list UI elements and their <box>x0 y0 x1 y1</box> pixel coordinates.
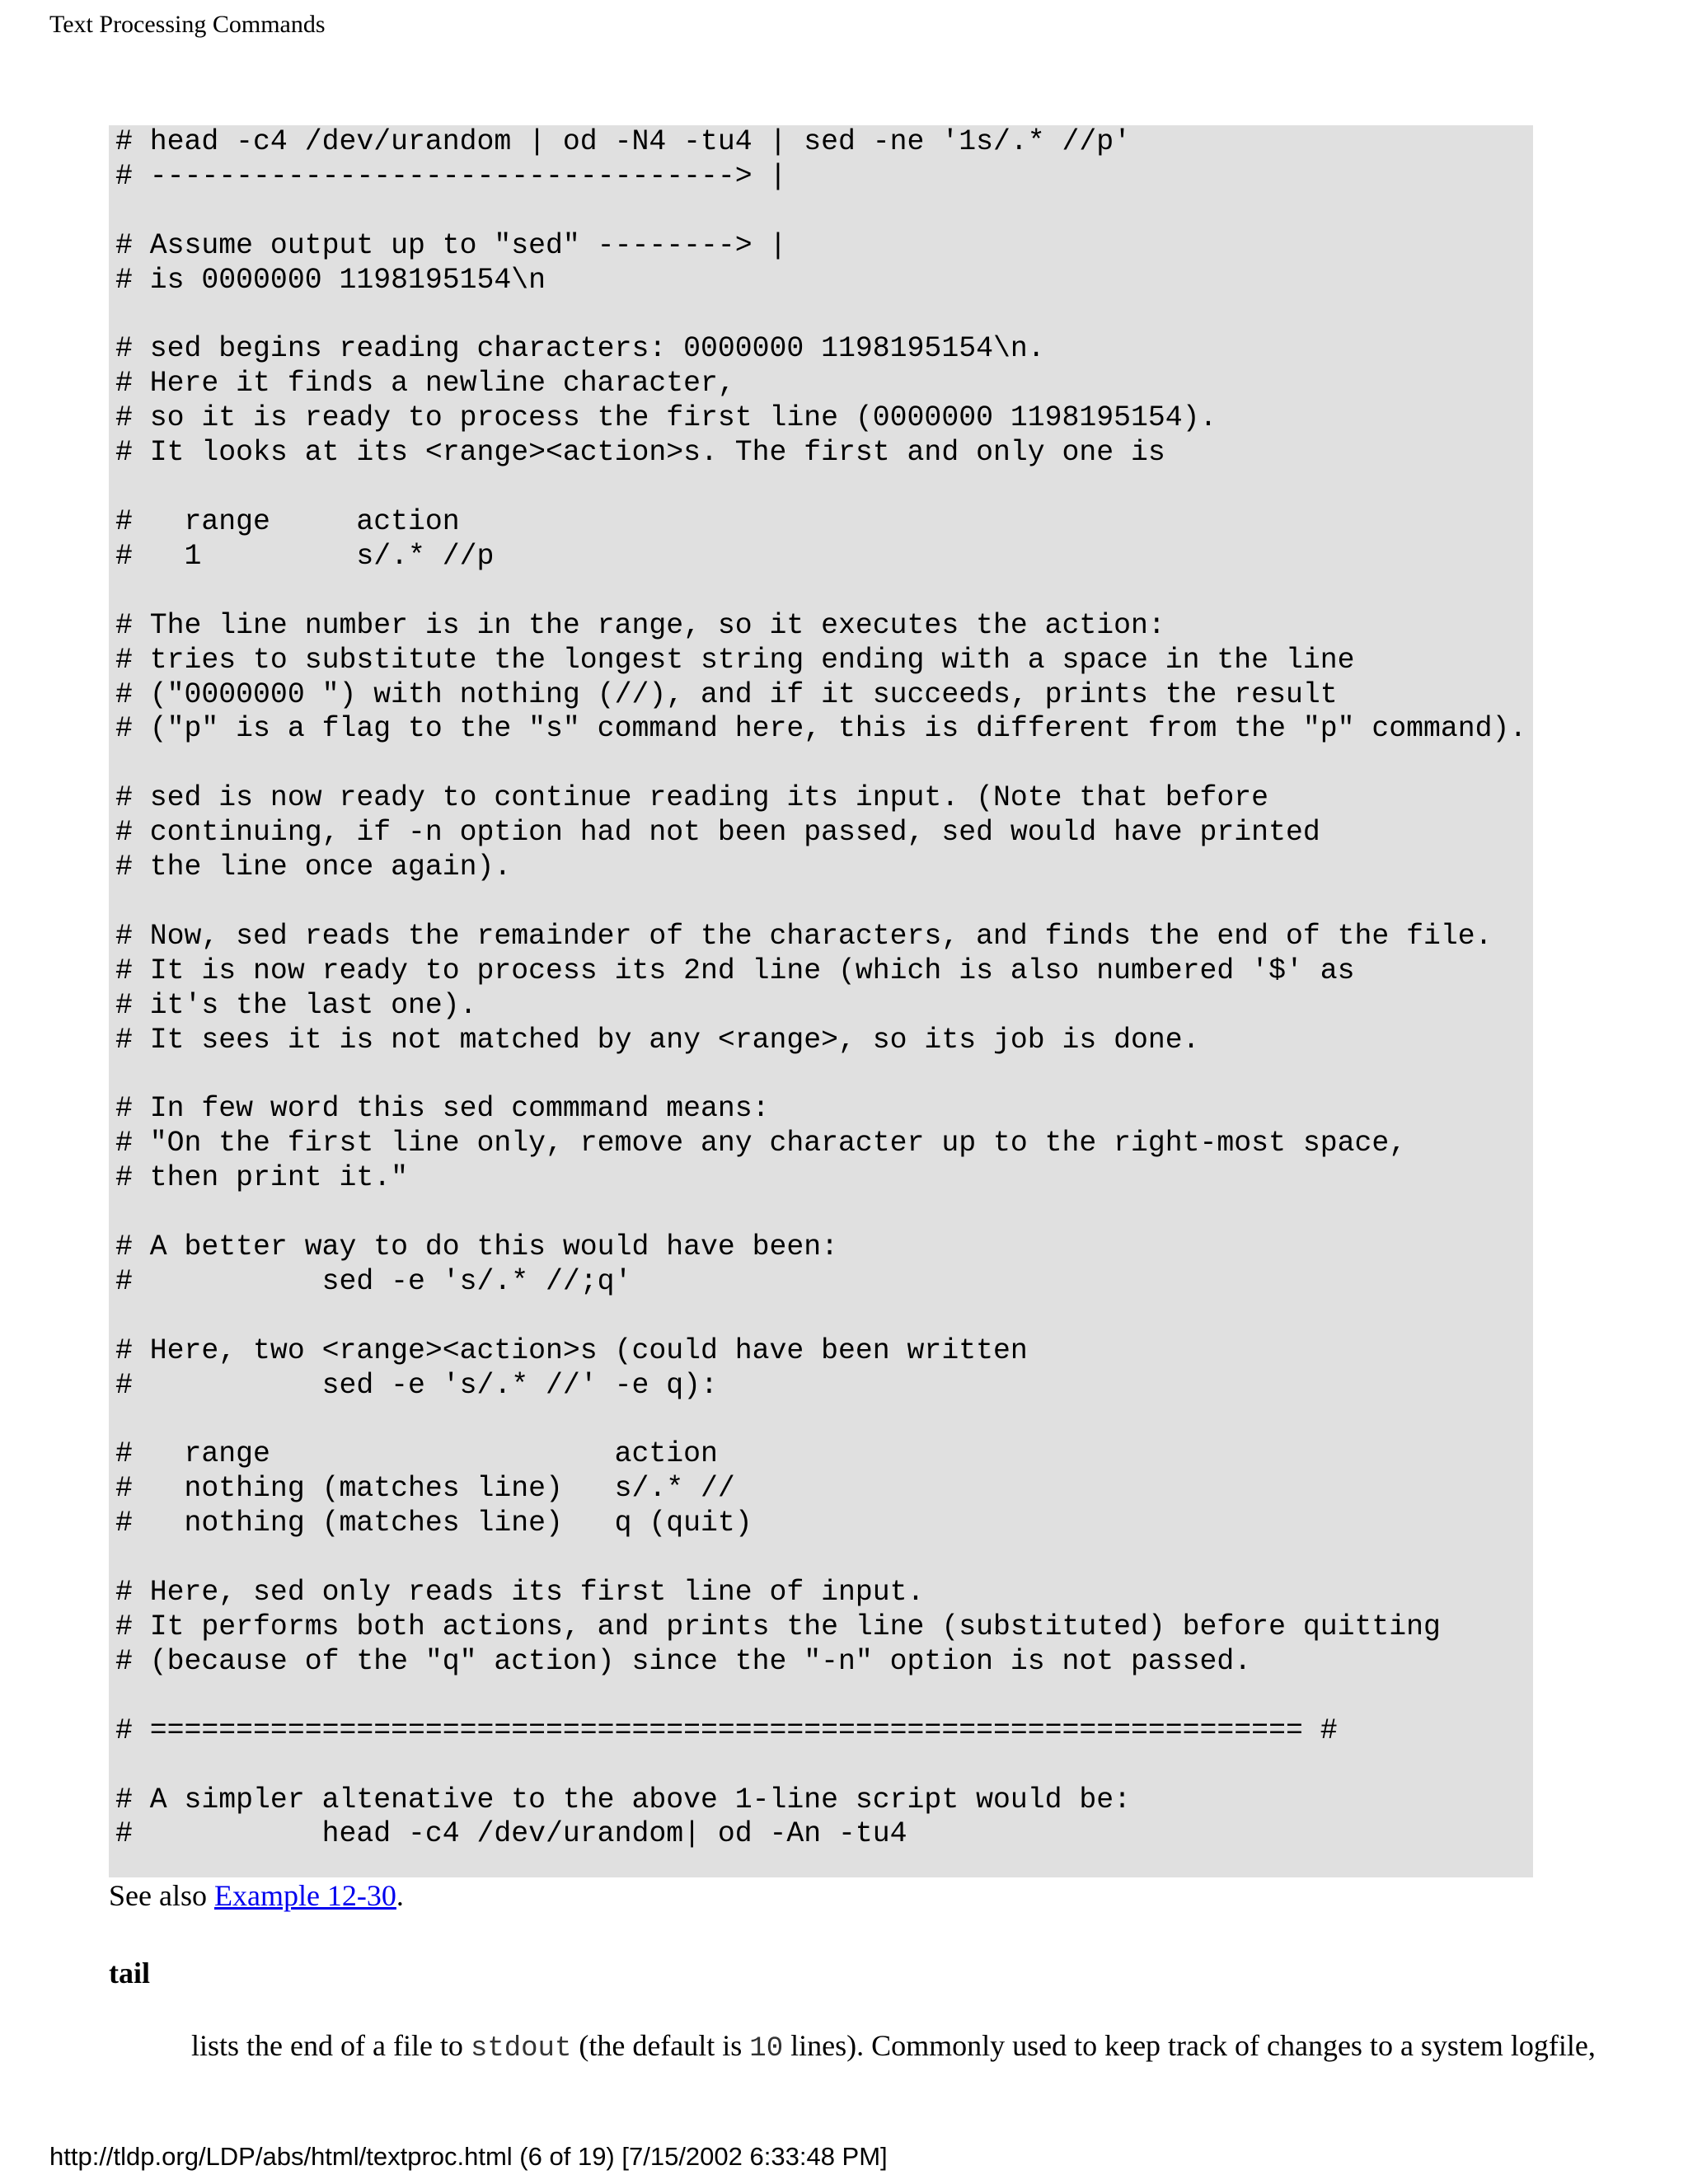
example-link[interactable]: Example 12-30 <box>213 1879 396 1912</box>
page-header: Text Processing Commands <box>49 11 326 38</box>
see-also-prefix: See also <box>109 1879 214 1912</box>
definition-code-stdout: stdout <box>470 2033 572 2064</box>
term-tail: tail <box>109 1957 150 1990</box>
see-also-suffix: . <box>396 1879 404 1912</box>
definition-text-2: (the default is <box>571 2029 750 2062</box>
definition-code-10: 10 <box>749 2033 784 2064</box>
term-definition <box>191 2027 1596 2067</box>
see-also-paragraph <box>109 1877 404 1914</box>
code-listing: # head -c4 /dev/urandom | od -N4 -tu4 | sed -ne '1s/.* //p' # ----------------------------------> | # Assume output up to "sed" --------> | # is 0000000 1198195154\n # sed begins reading characters: 0000000 1198195154\n. # Here it finds a newline character, # so it is ready to process the first line (0000000 1198195154). # It looks at its <range><action>s. The first and only one is # range action # 1 s/.* //p # The line number is in the range, so it executes the action: # tries to substitute the longest string ending with a space in the line # ("0000000 ") with nothing (//), and if it succeeds, prints the result # ("p" is a flag to the "s" command here, this is different from the "p" command). # sed is now ready to continue reading its input. (Note that before # continuing, if -n option had not been passed, sed would have printed # the line once again). # Now, sed reads the remainder of the characters, and finds the end of the file. # It is now ready to process its 2nd line (which is also numbered '$' as # it's the last one). # It sees it is not matched by any <range>, so its job is done. # In few word this sed commmand means: # "On the first line only, remove any character up to the right-most space, # then print it." # A better way to do this would have been: # sed -e 's/.* //;q' # Here, two <range><action>s (could have been written # sed -e 's/.* //' -e q): # range action # nothing (matches line) s/.* // # nothing (matches line) q (quit) # Here, sed only reads its first line of input. # It performs both actions, and prints the line (substituted) before quitting # (because of the "q" action) since the "-n" option is not passed. # =================================================================== # # A simpler altenative to the above 1-line script would be: # head -c4 /dev/urandom| od -An -tu4 <box>115 126 1527 1851</box>
definition-text-3: lines). Commonly used to keep track of changes to a system logfile, <box>783 2029 1596 2062</box>
code-block <box>109 125 1533 1877</box>
definition-text-1: lists the end of a file to <box>191 2029 471 2062</box>
page-footer: http://tldp.org/LDP/abs/html/textproc.html (6 of 19) [7/15/2002 6:33:48 PM] <box>49 2142 888 2171</box>
